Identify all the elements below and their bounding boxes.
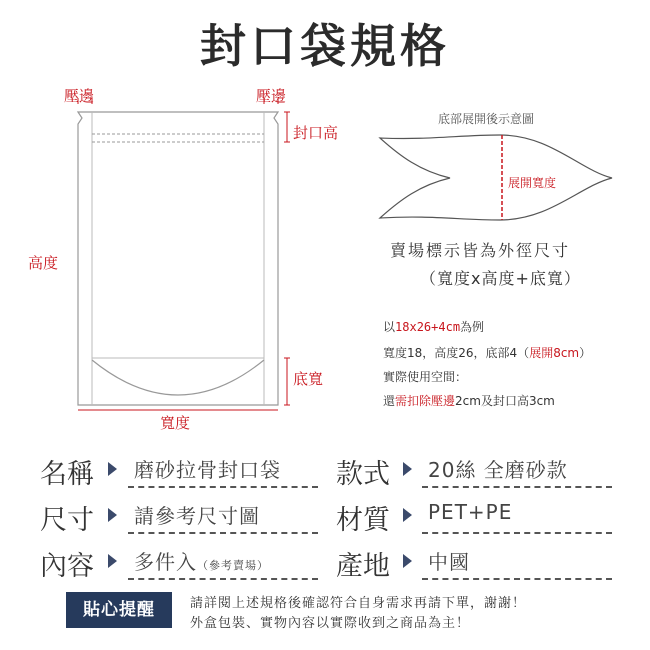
size-underline (128, 532, 318, 534)
note-line2: （寬度x高度+底寬） (420, 269, 581, 288)
bottom-view-caption: 底部展開後示意圖 (438, 112, 535, 126)
name-underline (128, 486, 318, 488)
tip-line2: 外盒包裝、實物內容以實際收到之商品為主！ (190, 616, 471, 631)
style-value: 20絲 全磨砂款 (428, 458, 568, 482)
gusset-curve (92, 360, 264, 395)
detail-line: 寬度18，高度26，底部4（展開8cm） (383, 346, 592, 360)
origin-label: 產地 (336, 551, 390, 582)
edge-right-label: 壓邊 (256, 87, 287, 105)
seal-height-label: 封口高 (293, 124, 339, 142)
name-label: 名稱 (40, 459, 94, 490)
origin-underline (422, 578, 612, 580)
arrow-icon (403, 554, 412, 568)
width-label: 寬度 (160, 414, 191, 432)
material-underline (422, 532, 612, 534)
arrow-icon (108, 508, 117, 522)
arrow-icon (403, 462, 412, 476)
origin-value: 中國 (428, 550, 470, 574)
content-label: 內容 (40, 551, 94, 582)
gusset-label: 底寬 (293, 370, 324, 388)
page-title: 封口袋規格 (200, 19, 450, 73)
tip-line1: 請詳閱上述規格後確認符合自身需求再請下單，謝謝！ (190, 596, 527, 611)
spec-row-size (40, 498, 620, 538)
size-value: 請參考尺寸圖 (134, 504, 260, 528)
spec-row-name (40, 452, 620, 492)
tip-badge: 貼心提醒 (66, 592, 172, 628)
arrow-icon (108, 554, 117, 568)
bag-outline (78, 112, 278, 405)
note-line1: 賣場標示皆為外徑尺寸 (390, 241, 571, 260)
material-label: 材質 (336, 505, 390, 536)
arrow-icon (108, 462, 117, 476)
edge-left-label: 壓邊 (64, 87, 95, 105)
expanded-width-label: 展開寬度 (508, 176, 557, 190)
content-underline (128, 578, 318, 580)
bottom-expanded-shape (380, 135, 612, 220)
usable-space-label: 實際使用空間： (383, 370, 468, 384)
style-label: 款式 (336, 459, 390, 490)
arrow-icon (403, 508, 412, 522)
size-label: 尺寸 (40, 505, 94, 536)
material-value: PET+PE (428, 500, 513, 524)
spec-row-content (40, 544, 620, 584)
height-label: 高度 (28, 254, 59, 272)
style-underline (422, 486, 612, 488)
example-line: 以18x26+4cm為例 (383, 320, 485, 334)
content-value: 多件入（參考賣場） (134, 550, 269, 574)
usable-space-line: 還需扣除壓邊2cm及封口高3cm (383, 394, 555, 408)
name-value: 磨砂拉骨封口袋 (134, 458, 281, 482)
